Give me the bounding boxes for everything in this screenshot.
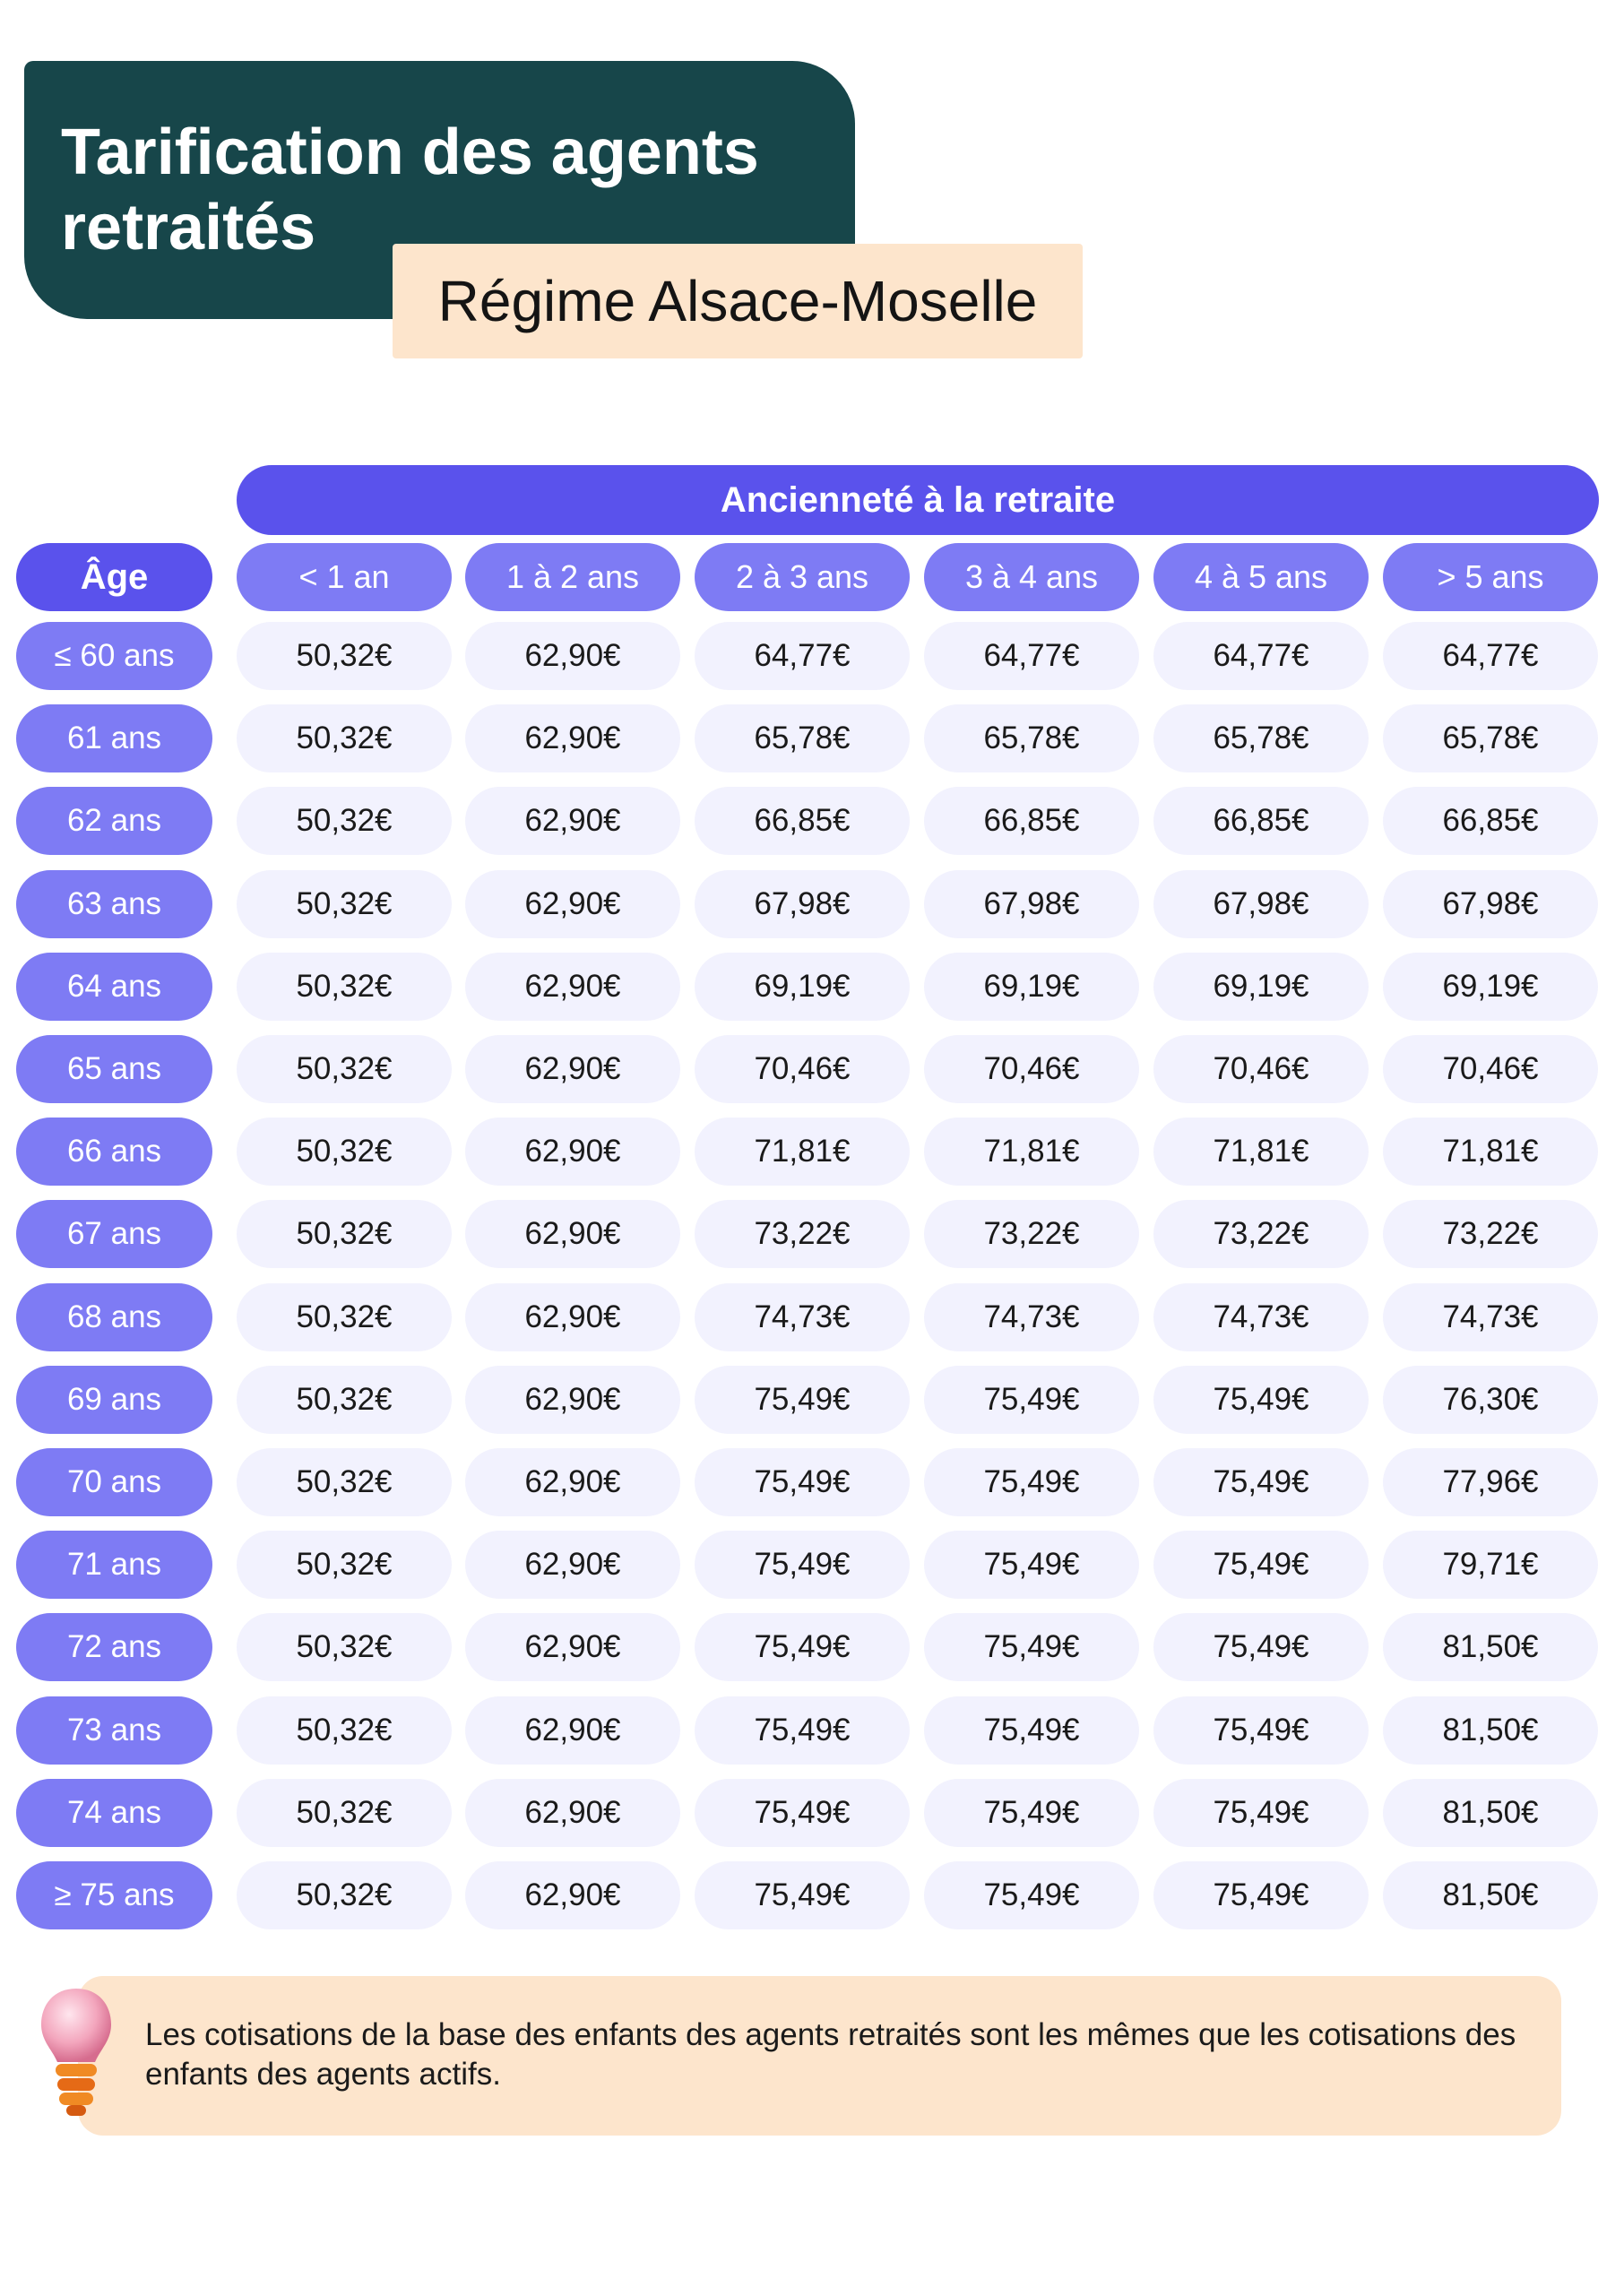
age-row-label: 69 ans xyxy=(16,1366,212,1434)
price-cell: 69,19€ xyxy=(1153,953,1369,1021)
price-cell: 75,49€ xyxy=(695,1779,910,1847)
price-cell: 64,77€ xyxy=(1383,622,1598,690)
price-cell: 62,90€ xyxy=(465,1696,680,1765)
price-cell: 75,49€ xyxy=(695,1366,910,1434)
price-cell: 50,32€ xyxy=(237,1448,452,1516)
price-cell: 75,49€ xyxy=(924,1448,1139,1516)
age-row-label: 67 ans xyxy=(16,1200,212,1268)
price-cell: 69,19€ xyxy=(1383,953,1598,1021)
price-cell: 75,49€ xyxy=(695,1696,910,1765)
price-cell: 50,32€ xyxy=(237,622,452,690)
price-cell: 73,22€ xyxy=(1383,1200,1598,1268)
age-row-label: 63 ans xyxy=(16,870,212,938)
price-cell: 69,19€ xyxy=(695,953,910,1021)
price-cell: 50,32€ xyxy=(237,1035,452,1103)
price-cell: 75,49€ xyxy=(1153,1448,1369,1516)
price-cell: 62,90€ xyxy=(465,1118,680,1186)
price-cell: 71,81€ xyxy=(1383,1118,1598,1186)
price-cell: 50,32€ xyxy=(237,1531,452,1599)
price-cell: 62,90€ xyxy=(465,953,680,1021)
age-row-label: ≥ 75 ans xyxy=(16,1861,212,1929)
price-cell: 75,49€ xyxy=(924,1613,1139,1681)
price-cell: 70,46€ xyxy=(695,1035,910,1103)
seniority-column-header: > 5 ans xyxy=(1383,543,1598,611)
price-cell: 75,49€ xyxy=(1153,1366,1369,1434)
price-cell: 67,98€ xyxy=(924,870,1139,938)
age-row-label: 61 ans xyxy=(16,704,212,772)
price-cell: 50,32€ xyxy=(237,1696,452,1765)
age-row-label: 73 ans xyxy=(16,1696,212,1765)
price-cell: 50,32€ xyxy=(237,1118,452,1186)
age-column-header: Âge xyxy=(16,543,212,611)
price-cell: 62,90€ xyxy=(465,1448,680,1516)
price-cell: 67,98€ xyxy=(695,870,910,938)
price-cell: 67,98€ xyxy=(1383,870,1598,938)
price-cell: 66,85€ xyxy=(695,787,910,855)
price-cell: 50,32€ xyxy=(237,787,452,855)
seniority-column-header: < 1 an xyxy=(237,543,452,611)
age-row-label: 65 ans xyxy=(16,1035,212,1103)
price-cell: 75,49€ xyxy=(1153,1531,1369,1599)
price-cell: 50,32€ xyxy=(237,704,452,772)
price-cell: 62,90€ xyxy=(465,1861,680,1929)
price-cell: 62,90€ xyxy=(465,704,680,772)
price-cell: 75,49€ xyxy=(695,1531,910,1599)
price-cell: 66,85€ xyxy=(1153,787,1369,855)
price-cell: 50,32€ xyxy=(237,870,452,938)
price-cell: 76,30€ xyxy=(1383,1366,1598,1434)
price-cell: 67,98€ xyxy=(1153,870,1369,938)
price-cell: 50,32€ xyxy=(237,1861,452,1929)
price-cell: 50,32€ xyxy=(237,1366,452,1434)
note-text: Les cotisations de la base des enfants des agents retraités sont les mêmes que les cotisations des enfants des agents actifs. xyxy=(145,2017,1516,2092)
price-cell: 50,32€ xyxy=(237,1283,452,1351)
price-cell: 73,22€ xyxy=(1153,1200,1369,1268)
price-cell: 64,77€ xyxy=(695,622,910,690)
price-cell: 62,90€ xyxy=(465,1779,680,1847)
price-cell: 65,78€ xyxy=(695,704,910,772)
price-cell: 75,49€ xyxy=(924,1366,1139,1434)
age-row-label: 71 ans xyxy=(16,1531,212,1599)
price-cell: 64,77€ xyxy=(924,622,1139,690)
age-row-label: 74 ans xyxy=(16,1779,212,1847)
price-cell: 62,90€ xyxy=(465,787,680,855)
age-row-label: 70 ans xyxy=(16,1448,212,1516)
price-cell: 62,90€ xyxy=(465,870,680,938)
age-row-label: 66 ans xyxy=(16,1118,212,1186)
price-cell: 69,19€ xyxy=(924,953,1139,1021)
price-cell: 70,46€ xyxy=(924,1035,1139,1103)
page-subtitle: Régime Alsace-Moselle xyxy=(393,244,1083,358)
seniority-column-header: 1 à 2 ans xyxy=(465,543,680,611)
price-cell: 50,32€ xyxy=(237,1779,452,1847)
age-row-label: 62 ans xyxy=(16,787,212,855)
price-cell: 62,90€ xyxy=(465,1613,680,1681)
seniority-group-header: Ancienneté à la retraite xyxy=(237,465,1599,535)
price-cell: 75,49€ xyxy=(695,1448,910,1516)
price-cell: 73,22€ xyxy=(695,1200,910,1268)
price-cell: 62,90€ xyxy=(465,622,680,690)
price-cell: 65,78€ xyxy=(1153,704,1369,772)
price-cell: 64,77€ xyxy=(1153,622,1369,690)
price-cell: 81,50€ xyxy=(1383,1861,1598,1929)
price-cell: 75,49€ xyxy=(924,1696,1139,1765)
price-cell: 75,49€ xyxy=(1153,1861,1369,1929)
price-cell: 75,49€ xyxy=(695,1613,910,1681)
price-cell: 75,49€ xyxy=(1153,1779,1369,1847)
seniority-column-header: 4 à 5 ans xyxy=(1153,543,1369,611)
price-cell: 66,85€ xyxy=(924,787,1139,855)
age-row-label: 68 ans xyxy=(16,1283,212,1351)
price-cell: 81,50€ xyxy=(1383,1779,1598,1847)
price-cell: 71,81€ xyxy=(1153,1118,1369,1186)
price-cell: 75,49€ xyxy=(1153,1696,1369,1765)
price-cell: 74,73€ xyxy=(1153,1283,1369,1351)
price-cell: 75,49€ xyxy=(924,1861,1139,1929)
price-cell: 50,32€ xyxy=(237,1613,452,1681)
price-cell: 65,78€ xyxy=(924,704,1139,772)
age-row-label: 72 ans xyxy=(16,1613,212,1681)
price-cell: 81,50€ xyxy=(1383,1613,1598,1681)
page-title: Tarification des agents retraités xyxy=(61,117,759,263)
seniority-column-header: 2 à 3 ans xyxy=(695,543,910,611)
price-cell: 71,81€ xyxy=(924,1118,1139,1186)
age-row-label: ≤ 60 ans xyxy=(16,622,212,690)
price-cell: 66,85€ xyxy=(1383,787,1598,855)
price-cell: 65,78€ xyxy=(1383,704,1598,772)
price-cell: 81,50€ xyxy=(1383,1696,1598,1765)
price-cell: 79,71€ xyxy=(1383,1531,1598,1599)
price-cell: 71,81€ xyxy=(695,1118,910,1186)
price-cell: 75,49€ xyxy=(1153,1613,1369,1681)
price-cell: 70,46€ xyxy=(1383,1035,1598,1103)
price-cell: 74,73€ xyxy=(695,1283,910,1351)
price-cell: 74,73€ xyxy=(1383,1283,1598,1351)
price-cell: 62,90€ xyxy=(465,1283,680,1351)
price-cell: 62,90€ xyxy=(465,1035,680,1103)
price-cell: 70,46€ xyxy=(1153,1035,1369,1103)
price-cell: 75,49€ xyxy=(924,1531,1139,1599)
price-cell: 73,22€ xyxy=(924,1200,1139,1268)
price-cell: 62,90€ xyxy=(465,1366,680,1434)
price-cell: 62,90€ xyxy=(465,1200,680,1268)
price-cell: 62,90€ xyxy=(465,1531,680,1599)
lightbulb-icon xyxy=(36,1985,117,2119)
price-cell: 50,32€ xyxy=(237,953,452,1021)
price-cell: 77,96€ xyxy=(1383,1448,1598,1516)
price-cell: 75,49€ xyxy=(695,1861,910,1929)
price-cell: 75,49€ xyxy=(924,1779,1139,1847)
age-row-label: 64 ans xyxy=(16,953,212,1021)
price-cell: 74,73€ xyxy=(924,1283,1139,1351)
price-cell: 50,32€ xyxy=(237,1200,452,1268)
seniority-column-header: 3 à 4 ans xyxy=(924,543,1139,611)
